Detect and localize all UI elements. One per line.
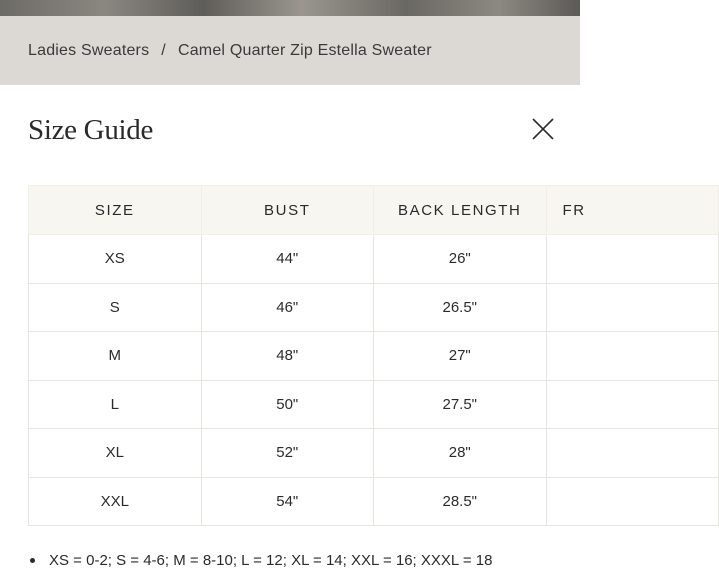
table-cell-front [546, 283, 719, 332]
breadcrumb [0, 16, 580, 85]
size-conversion-note [30, 552, 492, 569]
modal-title: Size Guide [28, 114, 154, 146]
column-header-size: SIZE [29, 186, 202, 235]
table-cell-size: XXL [29, 477, 202, 526]
table-cell-size: M [29, 332, 202, 381]
table-row [29, 283, 719, 332]
table-cell-bust: 48" [201, 332, 374, 381]
table-row [29, 380, 719, 429]
table-cell-size: XL [29, 429, 202, 478]
size-conversion-text: XS = 0-2; S = 4-6; M = 8-10; L = 12; XL = 14; XXL = 16; XXXL = 18 [49, 552, 493, 569]
table-cell-bust: 54" [201, 477, 374, 526]
table-cell-bust: 52" [201, 429, 374, 478]
close-button[interactable] [530, 116, 556, 142]
list-item [30, 552, 492, 569]
table-cell-size: XS [29, 235, 202, 284]
table-cell-front [546, 380, 719, 429]
table-header-row [29, 186, 719, 235]
table-cell-bust: 44" [201, 235, 374, 284]
table-cell-size: S [29, 283, 202, 332]
table-cell-bust: 46" [201, 283, 374, 332]
table-row [29, 235, 719, 284]
table-cell-back-length: 26" [374, 235, 547, 284]
table-cell-front [546, 429, 719, 478]
table-cell-back-length: 27" [374, 332, 547, 381]
product-photo-strip [0, 0, 580, 16]
close-icon[interactable] [530, 116, 556, 142]
column-header-back-length: BACK LENGTH [374, 186, 547, 235]
table-cell-back-length: 28.5" [374, 477, 547, 526]
table-cell-front [546, 235, 719, 284]
column-header-bust: BUST [201, 186, 374, 235]
table-cell-back-length: 28" [374, 429, 547, 478]
table-cell-back-length: 26.5" [374, 283, 547, 332]
column-header-front: FR [546, 186, 719, 235]
table-cell-bust: 50" [201, 380, 374, 429]
size-table-container[interactable] [28, 185, 628, 526]
table-cell-back-length: 27.5" [374, 380, 547, 429]
bullet-icon [30, 558, 35, 563]
size-table [28, 185, 719, 526]
table-cell-front [546, 477, 719, 526]
table-row [29, 477, 719, 526]
table-cell-size: L [29, 380, 202, 429]
table-cell-front [546, 332, 719, 381]
breadcrumb-separator: / [161, 41, 166, 59]
breadcrumb-item-product: Camel Quarter Zip Estella Sweater [177, 41, 432, 59]
table-row [29, 429, 719, 478]
table-row [29, 332, 719, 381]
breadcrumb-item-ladies-sweaters[interactable]: Ladies Sweaters [28, 41, 150, 59]
